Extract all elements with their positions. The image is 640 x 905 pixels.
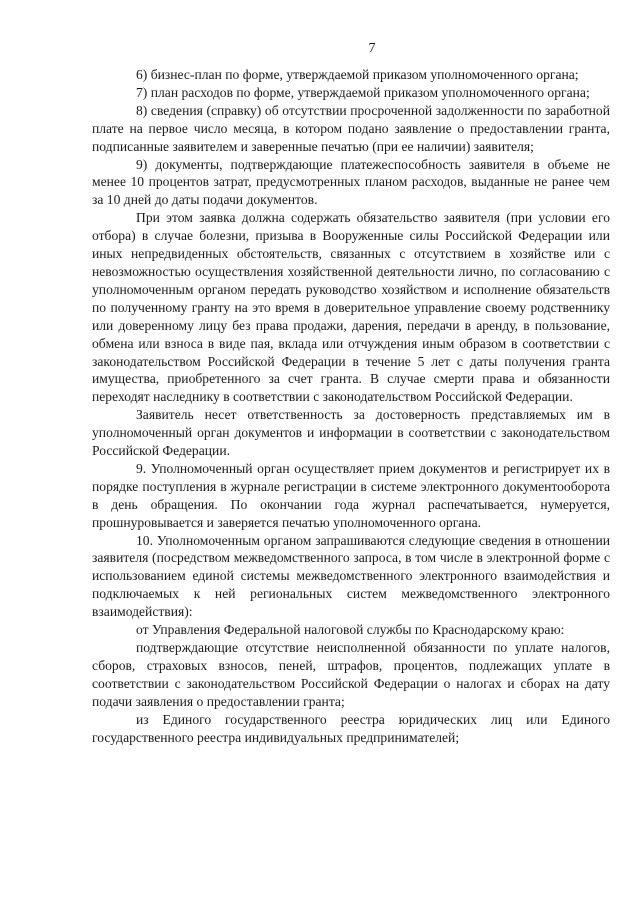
paragraph-item-7: 7) план расходов по форме, утверждаемой приказом уполномоченного органа;	[136, 84, 590, 100]
paragraph-item-8: 8) сведения (справку) об отсутствии просроченной задолженности по заработной плате на первое число месяца, в котором подано заявление о предоставлении гранта, подписанные заявителем и заверенные печатью (при ее наличии) заявителя;	[92, 102, 610, 154]
document-body	[92, 66, 610, 746]
paragraph-item-9: 9) документы, подтверждающие платежеспособность заявителя в объеме не менее 10 процентов затрат, предусмотренных планом расходов, выданные не ранее чем за 10 дней до даты подачи документов.	[92, 156, 610, 208]
paragraph-tax-obligations: подтверждающие отсутствие неисполненной обязанности по уплате налогов, сборов, страховых взносов, пеней, штрафов, процентов, подлежащих уплате в соответствии с законодательством Российской Федерации о налогах и сборах на дату подачи заявления о предоставлении гранта;	[92, 640, 610, 709]
page-number: 7	[368, 41, 376, 56]
paragraph-section-10: 10. Уполномоченным органом запрашиваются следующие сведения в отношении заявителя (посредством межведомственного запроса, в том числе в электронной форме с использованием единой системы межведомственного электронного взаимодействия и подключаемых к ней региональных систем межведомственного электронного взаимодействия):	[92, 532, 610, 620]
paragraph-obligation: При этом заявка должна содержать обязательство заявителя (при условии его отбора) в случае болезни, призыва в Вооруженные силы Российской Федерации или иных непредвиденных обстоятельств, связанных с отсутствием в хозяйстве или с невозможностью осуществления хозяйственной деятельности лично, по согласованию с уполномоченным органом передать руководство хозяйством и исполнение обязательств по полученному гранту на это время в доверительное управление своему родственнику или доверенному лицу без права продажи, дарения, передачи в аренду, в пользование, обмена или взноса в виде пая, вклада или отчуждения иным образом в соответствии с законодательством Российской Федерации в течение 5 лет с даты получения гранта имущества, приобретенного за счет гранта. В случае смерти права и обязанности переходят наследнику в соответствии с законодательством Российской Федерации.	[92, 210, 610, 405]
paragraph-responsibility: Заявитель несет ответственность за достоверность представляемых им в уполномоченный орган документов и информации в соответствии с законодательством Российской Федерации.	[92, 407, 610, 459]
paragraph-item-6: 6) бизнес-план по форме, утверждаемой приказом уполномоченного органа;	[136, 67, 579, 82]
paragraph-registry: из Единого государственного реестра юридических лиц или Единого государственного реестра индивидуальных предпринимателей;	[92, 711, 610, 745]
paragraph-section-9: 9. Уполномоченный орган осуществляет прием документов и регистрирует их в порядке поступления в журнале регистрации в системе электронного документооборота в день обращения. По окончании года журнал распечатывается, нумеруется, прошнуровывается и заверяется печатью уполномоченного органа.	[92, 460, 610, 530]
paragraph-tax-service: от Управления Федеральной налоговой службы по Краснодарскому краю:	[136, 622, 565, 638]
